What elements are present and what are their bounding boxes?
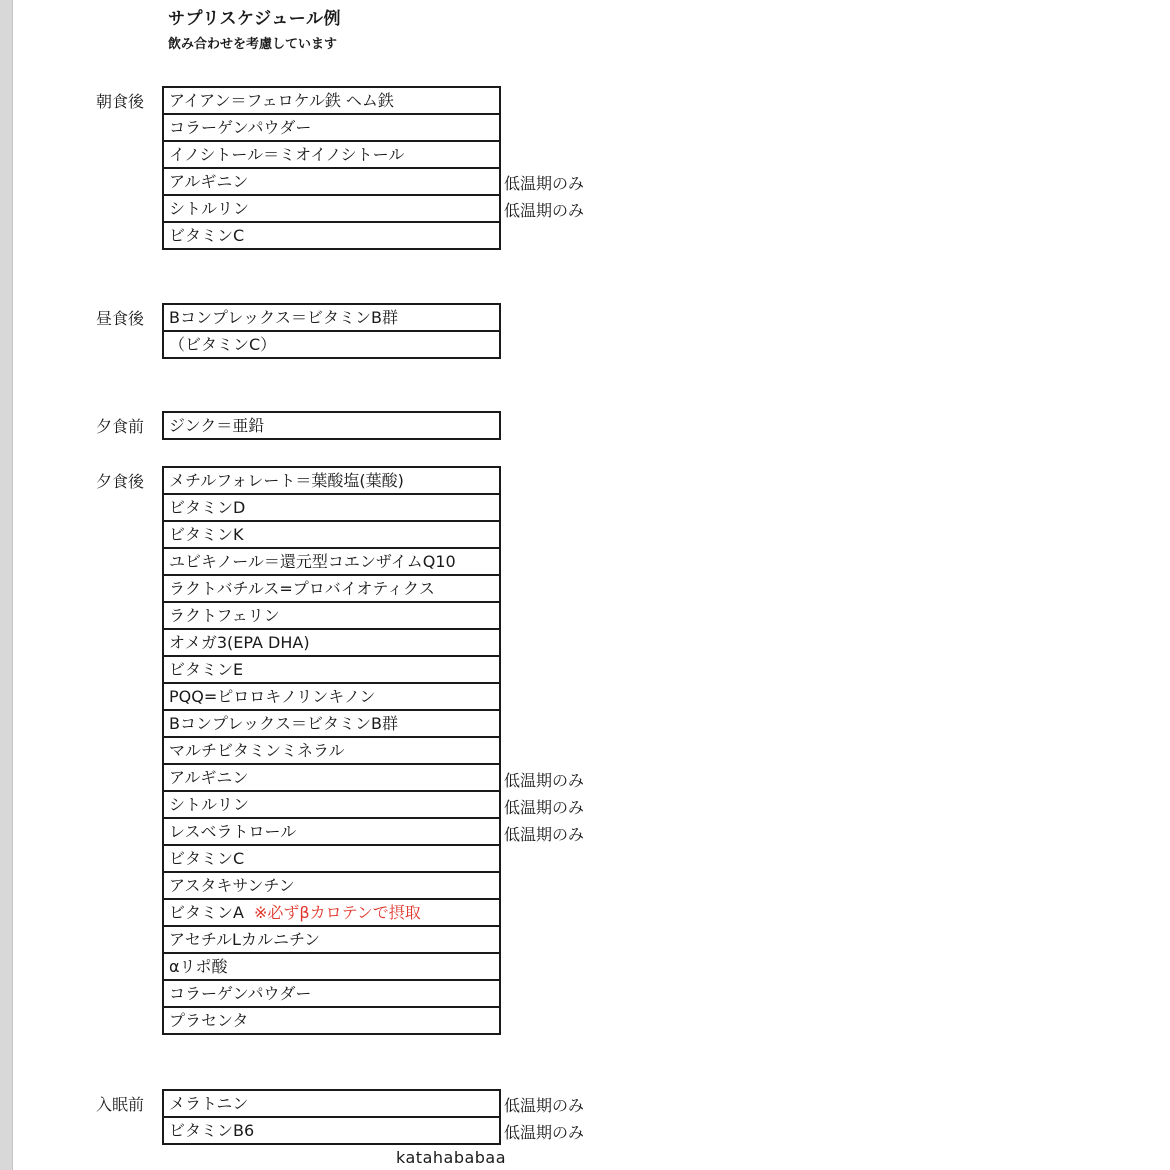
supplement-name: メラトニン — [169, 1094, 249, 1113]
section-label: 朝食後 — [96, 92, 145, 111]
supplement-row — [164, 549, 499, 576]
supplement-name: イノシトール＝ミオイノシトール — [169, 145, 405, 164]
supplement-row — [164, 738, 499, 765]
low-temp-phase-note: 低温期のみ — [504, 1096, 585, 1115]
low-temp-phase-note: 低温期のみ — [504, 1123, 585, 1143]
supplement-table — [162, 86, 501, 250]
supplement-row — [164, 927, 499, 954]
supplement-row — [164, 169, 499, 196]
supplement-name: コラーゲンパウダー — [169, 118, 312, 137]
supplement-table — [162, 411, 501, 440]
supplement-name: マルチビタミンミネラル — [169, 741, 345, 760]
low-temp-phase-note: 低温期のみ — [504, 825, 585, 845]
supplement-row — [164, 495, 499, 522]
supplement-name: ジンク＝亜鉛 — [169, 416, 265, 435]
supplement-name: ビタミンA — [169, 903, 244, 922]
supplement-row — [164, 332, 499, 357]
supplement-row — [164, 711, 499, 738]
supplement-row — [164, 1008, 499, 1033]
section-label: 夕食前 — [96, 417, 145, 436]
supplement-name: オメガ3(EPA DHA) — [169, 633, 310, 652]
supplement-row — [164, 413, 499, 438]
supplement-table — [162, 1089, 501, 1145]
supplement-row — [164, 846, 499, 873]
section-label: 入眠前 — [96, 1095, 145, 1114]
supplement-name: シトルリン — [169, 795, 250, 814]
supplement-row — [164, 900, 499, 927]
supplement-name: アルギニン — [169, 172, 249, 191]
supplement-row — [164, 981, 499, 1008]
supplement-name: （ビタミンC） — [169, 335, 277, 354]
low-temp-phase-note: 低温期のみ — [504, 201, 585, 221]
supplement-name: アスタキサンチン — [169, 876, 295, 895]
supplement-table — [162, 303, 501, 359]
supplement-name: Bコンプレックス＝ビタミンB群 — [169, 308, 398, 327]
supplement-name: ビタミンE — [169, 660, 244, 679]
supplement-row — [164, 1091, 499, 1118]
supplement-row — [164, 115, 499, 142]
warning-note: ※必ずβカロテンで摂取 — [253, 903, 421, 922]
supplement-row — [164, 792, 499, 819]
supplement-name: ビタミンC — [169, 849, 245, 868]
supplement-name: ラクトフェリン — [169, 606, 280, 625]
supplement-table — [162, 466, 501, 1035]
supplement-name: ビタミンB6 — [169, 1121, 255, 1140]
supplement-name: レスベラトロール — [169, 822, 297, 841]
supplement-name: シトルリン — [169, 199, 250, 218]
low-temp-phase-note: 低温期のみ — [504, 798, 585, 818]
supplement-name: アルギニン — [169, 768, 249, 787]
supplement-row — [164, 630, 499, 657]
supplement-row — [164, 603, 499, 630]
supplement-name: メチルフォレート＝葉酸塩(葉酸) — [169, 471, 404, 490]
supplement-row — [164, 819, 499, 846]
section-label: 昼食後 — [96, 309, 145, 328]
supplement-row — [164, 576, 499, 603]
supplement-row — [164, 468, 499, 495]
supplement-row — [164, 765, 499, 792]
supplement-row — [164, 223, 499, 248]
supplement-row — [164, 684, 499, 711]
supplement-row — [164, 88, 499, 115]
supplement-row — [164, 1118, 499, 1143]
supplement-name: アセチルLカルニチン — [169, 930, 321, 949]
low-temp-phase-note: 低温期のみ — [504, 771, 585, 791]
section-label: 夕食後 — [96, 472, 145, 491]
supplement-name: ビタミンD — [169, 498, 246, 517]
watermark: katahababaa — [396, 1148, 507, 1167]
supplement-row — [164, 954, 499, 981]
supplement-name: プラセンタ — [169, 1011, 249, 1030]
supplement-name: ビタミンC — [169, 226, 245, 245]
supplement-row — [164, 657, 499, 684]
supplement-name: Bコンプレックス＝ビタミンB群 — [169, 714, 398, 733]
supplement-name: PQQ=ピロロキノリンキノン — [169, 687, 376, 706]
supplement-row — [164, 305, 499, 332]
supplement-row — [164, 873, 499, 900]
document-title: サプリスケジュール例 — [168, 9, 341, 29]
supplement-row — [164, 522, 499, 549]
supplement-row — [164, 196, 499, 223]
supplement-name: ユビキノール＝還元型コエンザイムQ10 — [169, 552, 456, 571]
supplement-name: コラーゲンパウダー — [169, 984, 312, 1003]
page-edge-strip — [0, 0, 13, 1170]
document-subtitle: 飲み合わせを考慮しています — [168, 37, 338, 52]
low-temp-phase-note: 低温期のみ — [504, 174, 585, 194]
supplement-name: アイアン＝フェロケル鉄 ヘム鉄 — [169, 91, 394, 110]
supplement-name: ビタミンK — [169, 525, 244, 544]
supplement-row — [164, 142, 499, 169]
supplement-name: αリポ酸 — [169, 957, 228, 976]
supplement-name: ラクトバチルス=プロバイオティクス — [169, 579, 435, 598]
